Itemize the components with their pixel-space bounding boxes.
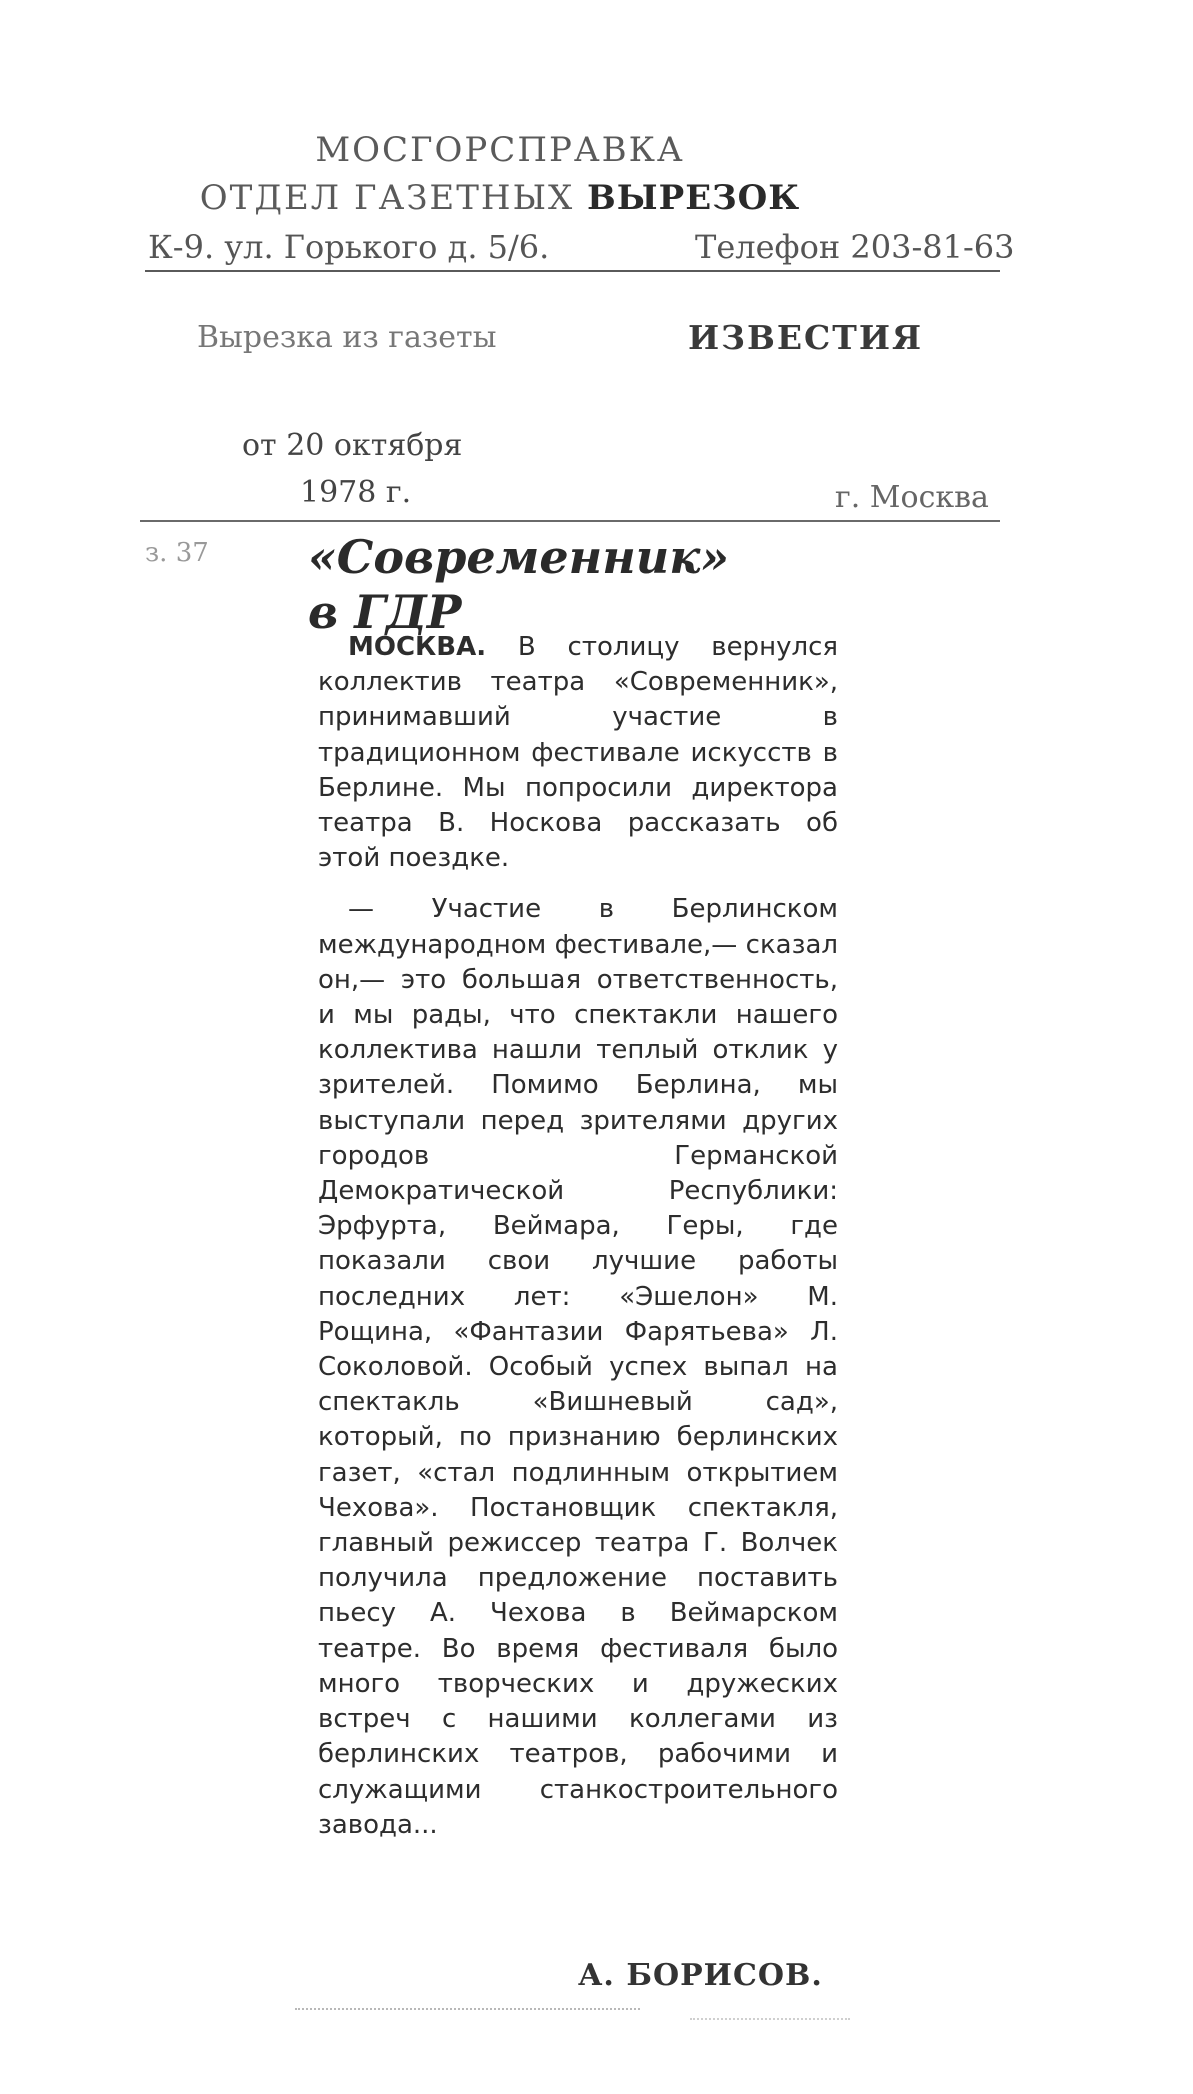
agency-name: МОСГОРСПРАВКА <box>315 130 685 170</box>
paragraph-1-text: В столицу вернулся коллектив театра «Современник», принимавший участие в традиционном фестивале искусств в Берлине. Мы попросили директора театра В. Носкова рассказать об этой поездке. <box>318 632 839 874</box>
article-author: А. БОРИСОВ. <box>578 1958 823 1993</box>
agency-address: К-9. ул. Горького д. 5/6. <box>148 228 550 266</box>
clipping-date: от 20 октября <box>242 428 463 463</box>
article-title: «Современник» <box>308 530 730 584</box>
bottom-edge-line-2 <box>690 2018 850 2020</box>
article-paragraph-1 <box>318 630 838 876</box>
clipping-city: г. Москва <box>835 480 989 515</box>
header-divider <box>145 270 1000 272</box>
clipping-year: 1978 г. <box>300 475 412 510</box>
department-prefix: ОТДЕЛ ГАЗЕТНЫХ <box>199 178 575 218</box>
article-body <box>318 630 838 1843</box>
department-name <box>0 178 1000 218</box>
newspaper-name: ИЗВЕСТИЯ <box>688 318 924 357</box>
clipping-divider <box>140 520 1000 522</box>
article-title-line2: в ГДР <box>308 585 462 639</box>
dateline: МОСКВА. <box>348 632 487 662</box>
department-bold: ВЫРЕЗОК <box>587 178 801 218</box>
agency-phone: Телефон 203-81-63 <box>695 228 1015 266</box>
page-number: з. 37 <box>145 538 209 568</box>
bottom-edge-line <box>295 2008 640 2010</box>
article-paragraph-2: — Участие в Берлинском международном фестивале,— сказал он,— это большая ответственность, и мы рады, что спектакли нашего коллектива нашли теплый отклик у зрителей. Помимо Берлина, мы выступали перед зрителями других городов Германской Демократической Республики: Эрфурта, Веймара, Геры, где показали свои лучшие работы последних лет: «Эшелон» М. Рощина, «Фантазии Фарятьева» Л. Соколовой. Особый успех выпал на спектакль «Вишневый сад», который, по признанию берлинских газет, «стал подлинным открытием Чехова». Постановщик спектакля, главный режиссер театра Г. Волчек получила предложение поставить пьесу А. Чехова в Веймарском театре. Во время фестиваля было много творческих и дружеских встреч с нашими коллегами из берлинских театров, рабочими и служащими станкостроительного завода... <box>318 894 838 1840</box>
clipping-label: Вырезка из газеты <box>197 320 497 355</box>
